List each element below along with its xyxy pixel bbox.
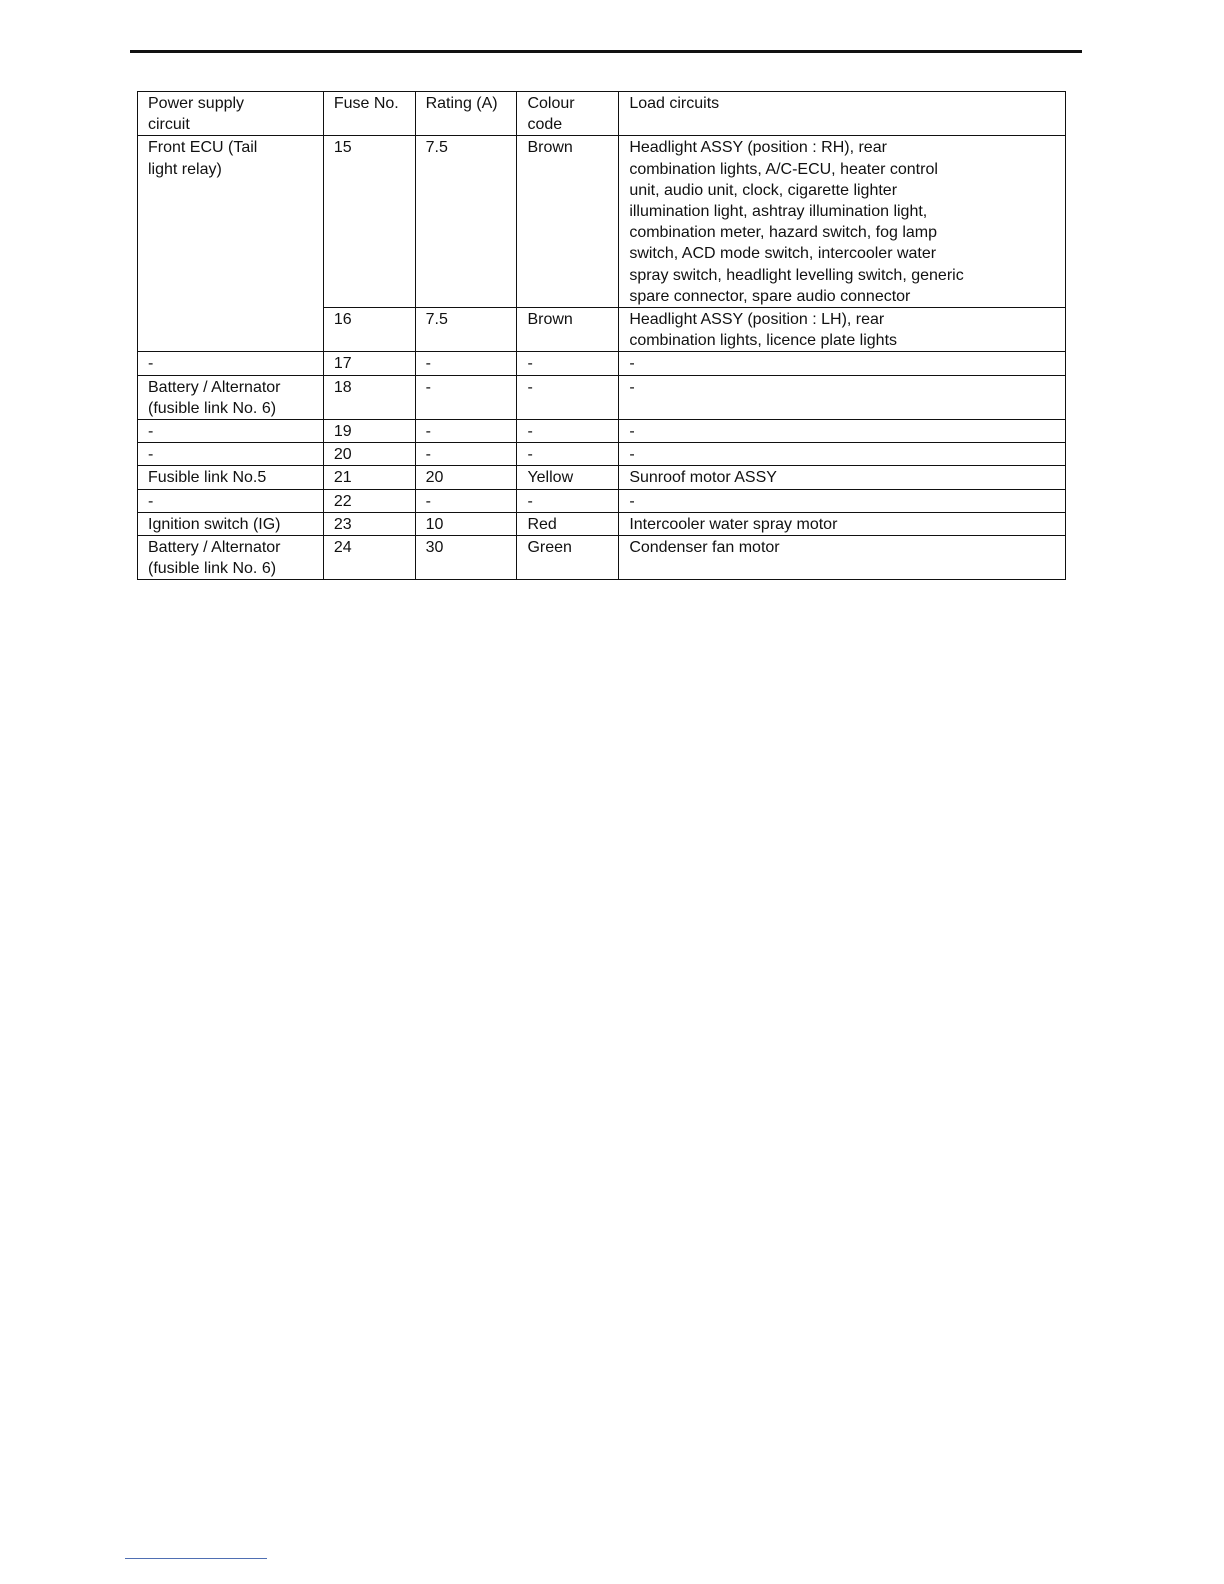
load-cell: Intercooler water spray motor	[619, 512, 1066, 535]
rating-cell: 10	[415, 512, 517, 535]
rating-cell: 30	[415, 536, 517, 580]
load-cell: -	[619, 489, 1066, 512]
supply-cell: Battery / Alternator (fusible link No. 6)	[138, 536, 324, 580]
table-row	[138, 489, 1066, 512]
table-row	[138, 512, 1066, 535]
colour-cell: Brown	[517, 136, 619, 308]
load-cell: Condenser fan motor	[619, 536, 1066, 580]
rating-cell: -	[415, 443, 517, 466]
fuse-cell: 23	[323, 512, 415, 535]
colour-cell: -	[517, 443, 619, 466]
header-rule	[130, 50, 1082, 53]
supply-cell: -	[138, 489, 324, 512]
rating-cell: -	[415, 420, 517, 443]
colour-cell: Yellow	[517, 466, 619, 489]
fuse-cell: 18	[323, 375, 415, 419]
load-cell: Sunroof motor ASSY	[619, 466, 1066, 489]
rating-cell: 20	[415, 466, 517, 489]
colour-cell: -	[517, 375, 619, 419]
rating-cell: -	[415, 489, 517, 512]
colour-cell: -	[517, 489, 619, 512]
table-row	[138, 375, 1066, 419]
supply-cell: Battery / Alternator (fusible link No. 6)	[138, 375, 324, 419]
fuse-cell: 22	[323, 489, 415, 512]
load-cell: Headlight ASSY (position : RH), rear combination lights, A/C-ECU, heater control unit, audio unit, clock, cigarette lighter illumination light, ashtray illumination light, combination meter, hazard switch, fog lamp switch, ACD mode switch, intercooler water spray switch, headlight levelling switch, generic spare connector, spare audio connector	[619, 136, 1066, 308]
supply-cell: Ignition switch (IG)	[138, 512, 324, 535]
header-fuse-no: Fuse No.	[323, 92, 415, 136]
load-cell: -	[619, 375, 1066, 419]
rating-cell: 7.5	[415, 308, 517, 352]
colour-cell: -	[517, 420, 619, 443]
load-cell: -	[619, 352, 1066, 375]
colour-cell: Green	[517, 536, 619, 580]
fuse-cell: 24	[323, 536, 415, 580]
load-cell: Headlight ASSY (position : LH), rear combination lights, licence plate lights	[619, 308, 1066, 352]
table-row	[138, 420, 1066, 443]
colour-cell: -	[517, 352, 619, 375]
footnote-link-line	[125, 1558, 267, 1559]
colour-cell: Red	[517, 512, 619, 535]
supply-cell: Fusible link No.5	[138, 466, 324, 489]
table-row	[138, 466, 1066, 489]
colour-cell: Brown	[517, 308, 619, 352]
table-header-row	[138, 92, 1066, 136]
fuse-cell: 20	[323, 443, 415, 466]
load-cell: -	[619, 420, 1066, 443]
fuse-cell: 17	[323, 352, 415, 375]
header-rating: Rating (A)	[415, 92, 517, 136]
rating-cell: 7.5	[415, 136, 517, 308]
supply-cell: -	[138, 352, 324, 375]
fuse-cell: 19	[323, 420, 415, 443]
supply-cell: -	[138, 420, 324, 443]
fuse-cell: 15	[323, 136, 415, 308]
header-load-circuits: Load circuits	[619, 92, 1066, 136]
table-row	[138, 443, 1066, 466]
header-colour-code: Colour code	[517, 92, 619, 136]
table-row	[138, 352, 1066, 375]
rating-cell: -	[415, 375, 517, 419]
fuse-table	[137, 91, 1066, 580]
table-row	[138, 536, 1066, 580]
supply-cell: Front ECU (Tail light relay)	[138, 136, 324, 352]
rating-cell: -	[415, 352, 517, 375]
supply-cell: -	[138, 443, 324, 466]
fuse-cell: 21	[323, 466, 415, 489]
fuse-cell: 16	[323, 308, 415, 352]
header-power-supply: Power supply circuit	[138, 92, 324, 136]
load-cell: -	[619, 443, 1066, 466]
table-row	[138, 136, 1066, 308]
